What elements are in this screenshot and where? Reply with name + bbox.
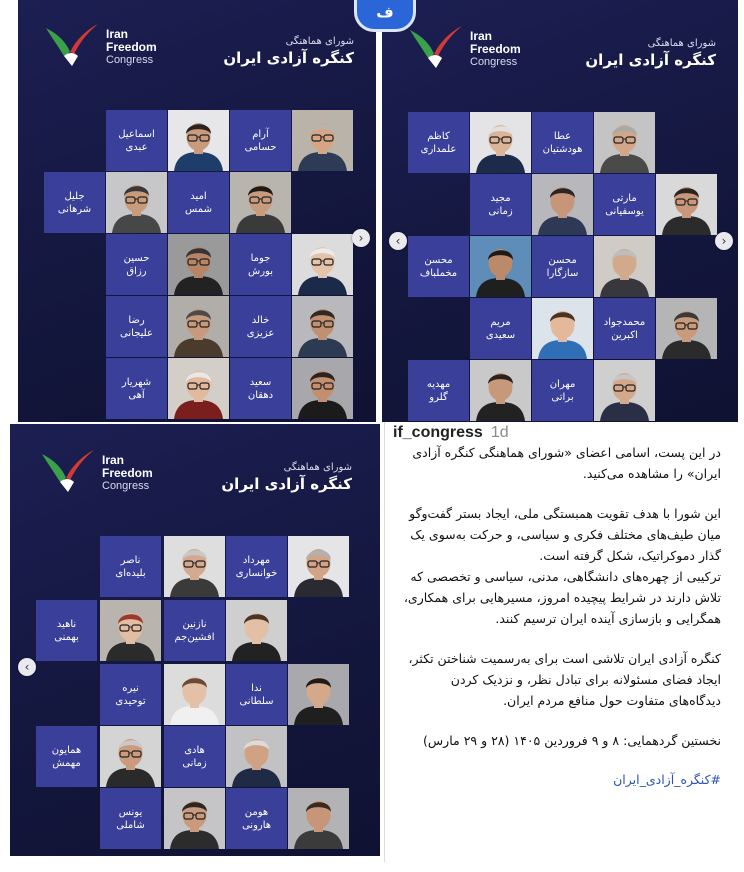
member-name-tile — [470, 174, 531, 235]
profile-badge-button[interactable]: ف — [354, 0, 416, 32]
member-name-tile — [226, 788, 287, 849]
member-last-name: سازگارا — [546, 267, 579, 279]
member-last-name: رزاق — [126, 265, 147, 277]
member-photo — [288, 788, 349, 849]
caption-header — [385, 424, 731, 442]
member-last-name: یوسفیانی — [605, 205, 644, 217]
member-photo — [656, 298, 717, 359]
member-name-tile — [106, 110, 167, 171]
member-photo — [532, 174, 593, 235]
member-first-name: جلیل — [64, 190, 85, 202]
member-first-name: کاظم — [427, 130, 450, 142]
brand-logo — [406, 22, 521, 72]
member-name-tile — [408, 360, 469, 421]
member-photo — [230, 172, 291, 233]
bird-icon — [42, 20, 102, 70]
post-image-1[interactable] — [18, 0, 376, 422]
member-last-name: شرهانی — [57, 203, 92, 215]
member-first-name: مهران — [549, 378, 576, 390]
member-name-tile — [470, 298, 531, 359]
post-caption — [384, 422, 731, 862]
member-first-name: اسماعیل — [118, 128, 155, 140]
member-first-name: محمدجواد — [603, 316, 646, 328]
member-name-tile — [408, 112, 469, 173]
member-last-name: علمداری — [420, 143, 457, 155]
member-name-tile — [100, 536, 161, 597]
member-first-name: آرام — [252, 128, 269, 140]
member-name-tile — [230, 110, 291, 171]
title-sub: شورای هماهنگی — [283, 462, 352, 473]
member-name-tile — [532, 360, 593, 421]
member-first-name: مهرداد — [242, 554, 271, 566]
member-name-tile — [100, 788, 161, 849]
prev-arrow-icon[interactable]: ‹ — [389, 232, 407, 250]
member-last-name: دهقان — [247, 389, 274, 401]
member-last-name: سعیدی — [485, 329, 516, 341]
member-name-tile — [532, 112, 593, 173]
member-first-name: خالد — [251, 314, 270, 326]
member-photo — [594, 236, 655, 297]
post-title — [585, 38, 716, 69]
member-first-name: امید — [190, 190, 207, 202]
brand-line3: Congress — [102, 480, 150, 492]
member-photo — [288, 536, 349, 597]
member-photo — [470, 112, 531, 173]
member-first-name: یونس — [118, 806, 143, 818]
brand-line2: Freedom — [106, 40, 157, 54]
member-first-name: مریم — [490, 316, 511, 328]
member-photo — [164, 536, 225, 597]
member-photo — [470, 236, 531, 297]
title-sub: شورای هماهنگی — [285, 36, 354, 47]
bird-icon — [406, 22, 466, 72]
member-first-name: نازنین — [182, 618, 207, 630]
member-first-name: سعید — [249, 376, 272, 388]
brand-text — [106, 28, 157, 67]
member-last-name: بهمنی — [54, 631, 79, 643]
caption-paragraph-2: این شورا با هدف تقویت همبستگی ملی، ایجاد بستر گفت‌وگو میان طیف‌های مختلف فکری و سیاسی، و حرکت به‌سوی یک گذار دموکراتیک، شکل گرفته است. — [409, 506, 721, 563]
member-last-name: خوانساری — [235, 567, 278, 579]
member-name-tile — [106, 358, 167, 419]
member-first-name: مهدیه — [426, 378, 451, 390]
member-name-tile — [44, 172, 105, 233]
brand-line2: Freedom — [102, 466, 153, 480]
member-last-name: مهمش — [52, 757, 81, 769]
member-photo — [168, 234, 229, 295]
brand-line3: Congress — [106, 54, 154, 66]
member-name-tile — [532, 236, 593, 297]
caption-paragraph-5: نخستین گردهمایی: ۸ و ۹ فروردین ۱۴۰۵ (۲۸ و ۲۹ مارس) — [423, 733, 721, 748]
member-first-name: همایون — [51, 744, 82, 756]
member-photo — [656, 174, 717, 235]
caption-paragraph-4: کنگره آزادی ایران تلاشی است برای به‌رسمیت شناختن تکثر، ایجاد فضای مسئولانه برای تبادل نظر، و نزدیک کردن دیدگاه‌های متفاوت حول منافع مردم ایران. — [408, 651, 721, 708]
member-last-name: هودشتیان — [542, 143, 583, 155]
member-last-name: بلیده‌ای — [115, 567, 146, 579]
post-image-3[interactable] — [10, 424, 380, 856]
title-main: کنگره آزادی ایران — [221, 475, 352, 493]
member-name-tile — [226, 536, 287, 597]
member-first-name: هادی — [184, 744, 205, 756]
member-photo — [594, 112, 655, 173]
member-first-name: جوما — [250, 252, 271, 264]
member-photo — [168, 110, 229, 171]
member-first-name: ندا — [251, 682, 262, 694]
brand-text — [102, 454, 153, 493]
member-first-name: ناهید — [56, 618, 77, 630]
member-last-name: زمانی — [488, 205, 513, 217]
member-photo — [292, 358, 353, 419]
hashtag-link[interactable]: #کنگره_آزادی_ایران — [613, 772, 721, 787]
next-arrow-icon[interactable]: › — [352, 229, 370, 247]
title-main: کنگره آزادی ایران — [223, 49, 354, 67]
member-name-tile — [164, 600, 225, 661]
member-name-tile — [594, 174, 655, 235]
post-age: 1d — [490, 424, 509, 441]
member-first-name: شهریار — [121, 376, 152, 388]
brand-logo — [42, 20, 157, 70]
member-first-name: هومن — [244, 806, 269, 818]
member-last-name: گلرو — [429, 391, 448, 403]
title-sub: شورای هماهنگی — [647, 38, 716, 49]
member-first-name: حسین — [123, 252, 150, 264]
member-name-tile — [36, 726, 97, 787]
member-name-tile — [36, 600, 97, 661]
post-title — [221, 462, 352, 493]
member-last-name: سلطانی — [239, 695, 274, 707]
caption-paragraph-1: در این پست، اسامی اعضای «شورای هماهنگی کنگره آزادی ایران» را مشاهده می‌کنید. — [412, 445, 721, 481]
brand-line1: Iran — [106, 27, 129, 41]
member-first-name: محسن — [424, 254, 453, 266]
member-last-name: بورش — [248, 265, 273, 277]
member-photo — [168, 358, 229, 419]
title-main: کنگره آزادی ایران — [585, 51, 716, 69]
member-photo — [226, 726, 287, 787]
member-photo — [106, 172, 167, 233]
member-photo — [100, 726, 161, 787]
member-first-name: رضا — [128, 314, 145, 326]
member-name-tile — [230, 358, 291, 419]
member-name-tile — [164, 726, 225, 787]
member-first-name: نیره — [122, 682, 139, 694]
member-last-name: شمس — [185, 203, 212, 215]
member-photo — [292, 234, 353, 295]
brand-logo — [38, 446, 153, 496]
member-first-name: مارتی — [612, 192, 637, 204]
member-photo — [288, 664, 349, 725]
member-last-name: شاملی — [116, 819, 145, 831]
member-name-tile — [230, 296, 291, 357]
member-last-name: آهی — [128, 389, 145, 401]
member-last-name: علیجانی — [120, 327, 153, 339]
member-last-name: حسامی — [244, 141, 277, 153]
member-photo — [226, 600, 287, 661]
brand-line3: Congress — [470, 56, 518, 68]
member-name-tile — [408, 236, 469, 297]
member-photo — [292, 296, 353, 357]
member-last-name: افشین‌جم — [174, 631, 215, 643]
member-last-name: عبدی — [125, 141, 148, 153]
brand-line1: Iran — [470, 29, 493, 43]
member-first-name: عطا — [553, 130, 572, 142]
member-photo — [100, 600, 161, 661]
member-last-name: مخملباف — [419, 267, 458, 279]
member-name-tile — [106, 234, 167, 295]
prev-arrow-icon[interactable]: ‹ — [18, 658, 36, 676]
brand-line2: Freedom — [470, 42, 521, 56]
member-photo — [470, 360, 531, 421]
brand-text — [470, 30, 521, 69]
member-last-name: براتی — [551, 391, 574, 403]
member-first-name: مجید — [490, 192, 511, 204]
member-name-tile — [168, 172, 229, 233]
member-last-name: عزیزی — [246, 327, 275, 339]
post-image-2[interactable] — [382, 0, 738, 422]
member-photo — [168, 296, 229, 357]
member-photo — [532, 298, 593, 359]
member-photo — [292, 110, 353, 171]
member-first-name: محسن — [548, 254, 577, 266]
account-name[interactable]: if_congress — [393, 424, 483, 441]
member-last-name: هارونی — [241, 819, 272, 831]
member-photo — [164, 664, 225, 725]
post-title — [223, 36, 354, 67]
member-first-name: ناصر — [120, 554, 141, 566]
next-arrow-icon[interactable]: › — [715, 232, 733, 250]
bird-icon — [38, 446, 98, 496]
member-last-name: زمانی — [182, 757, 207, 769]
caption-paragraph-3: ترکیبی از چهره‌های دانشگاهی، مدنی، سیاسی و تخصصی که تلاش دارند در شرایط پیچیده امروز، مسیرهایی برای همکاری، همگرایی و بازسازی آینده ایران ترسیم کنند. — [403, 569, 721, 626]
member-photo — [594, 360, 655, 421]
member-name-tile — [106, 296, 167, 357]
member-name-tile — [230, 234, 291, 295]
member-last-name: توحیدی — [115, 695, 146, 707]
member-name-tile — [226, 664, 287, 725]
brand-line1: Iran — [102, 453, 125, 467]
member-last-name: اکبرین — [611, 329, 638, 341]
member-name-tile — [100, 664, 161, 725]
member-name-tile — [594, 298, 655, 359]
member-photo — [164, 788, 225, 849]
